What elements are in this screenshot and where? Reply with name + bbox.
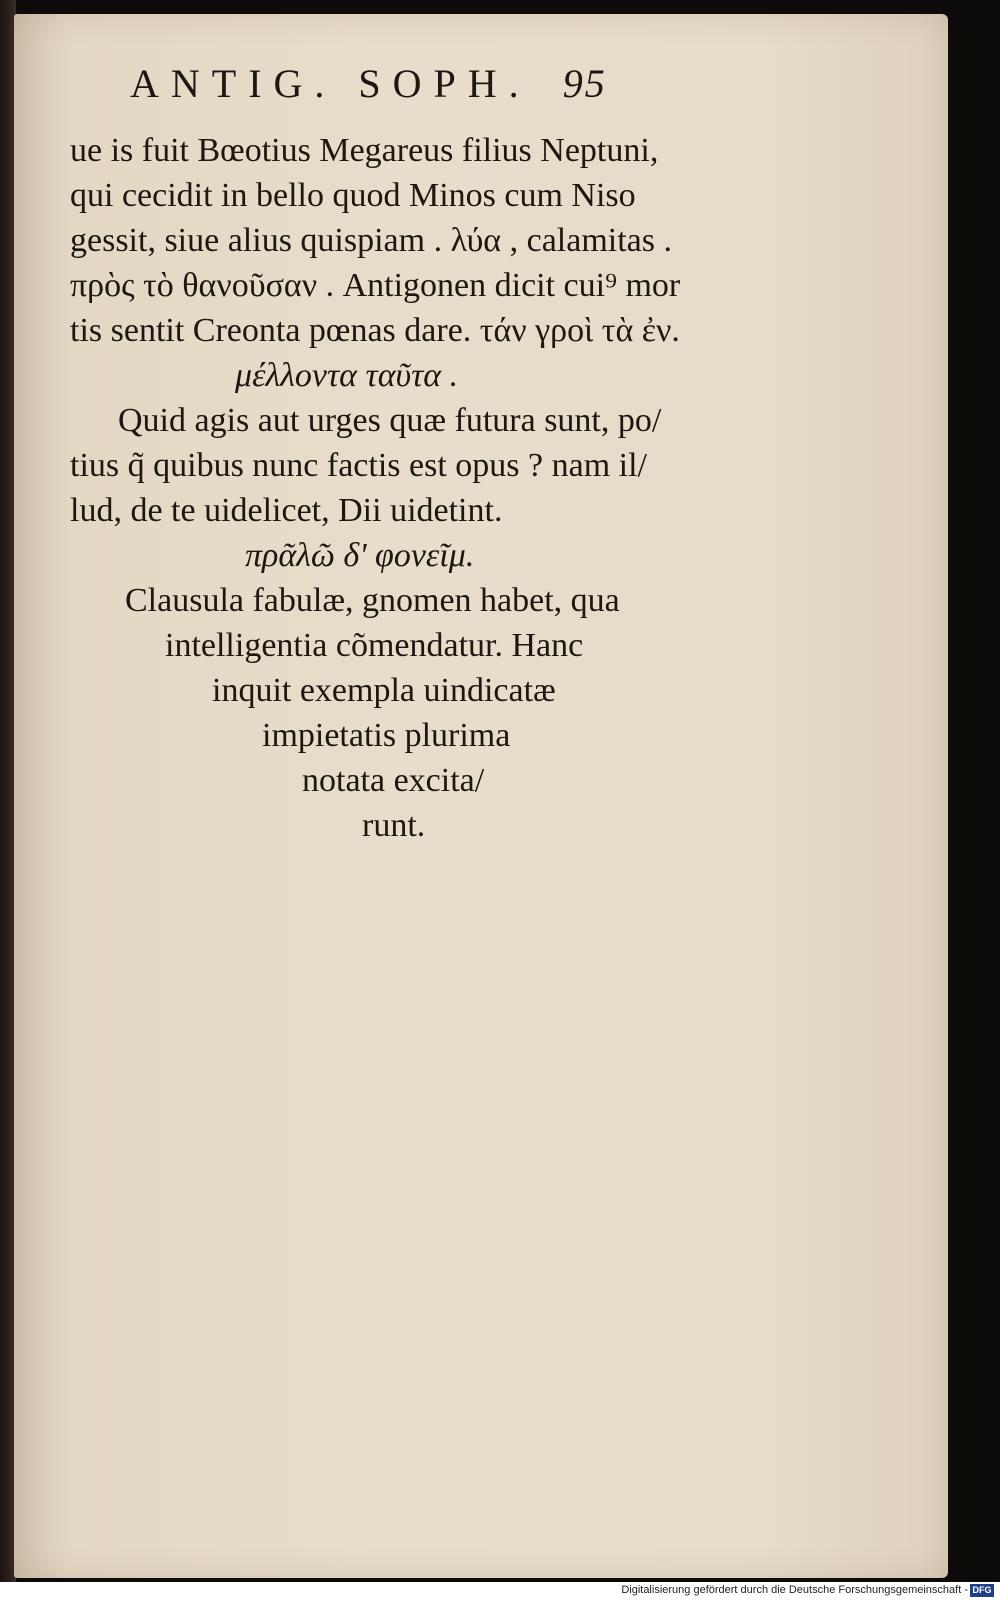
running-title: ANTIG. SOPH. [130,61,531,106]
text-line: notata excita/ [302,762,485,799]
running-header [130,60,730,107]
page-number: 95 [562,61,607,106]
digitization-credit: Digitalisierung gefördert durch die Deutsche Forschungsgemeinschaft - [621,1584,968,1596]
text-line: Clausula fabulæ, gnomen habet, qua [125,582,620,619]
text-line: intelligentia cõmendatur. Hanc [165,627,584,664]
text-line: πρὸς τὸ θανοῦσαν . Antigonen dicit cui⁹ mor [70,267,681,304]
text-line: lud, de te uidelicet, Dii uidetint. [70,492,503,529]
text-line: Quid agis aut urges quæ futura sunt, po/ [118,402,662,439]
text-line: ue is fuit Bœotius Megareus filius Neptuni, [70,132,659,169]
dfg-logo: DFG [970,1584,994,1597]
text-line: gessit, siue alius quispiam . λύα , calamitas . [70,222,672,259]
text-line: inquit exempla uindicatæ [212,672,556,709]
text-line: impietatis plurima [262,717,511,754]
text-line: tis sentit Creonta pœnas dare. τάν γροὶ τὰ ἐν. [70,312,680,349]
greek-lemma-line: μέλλοντα ταῦτα . [235,357,459,394]
page-text [70,128,770,848]
text-line: runt. [362,807,426,844]
text-line: tius q̃ quibus nunc factis est opus ? nam il/ [70,447,647,484]
text-line: qui cecidit in bello quod Minos cum Niso [70,177,636,214]
greek-lemma-line: πρᾶλῶ δ' φονεῖμ. [245,537,475,574]
